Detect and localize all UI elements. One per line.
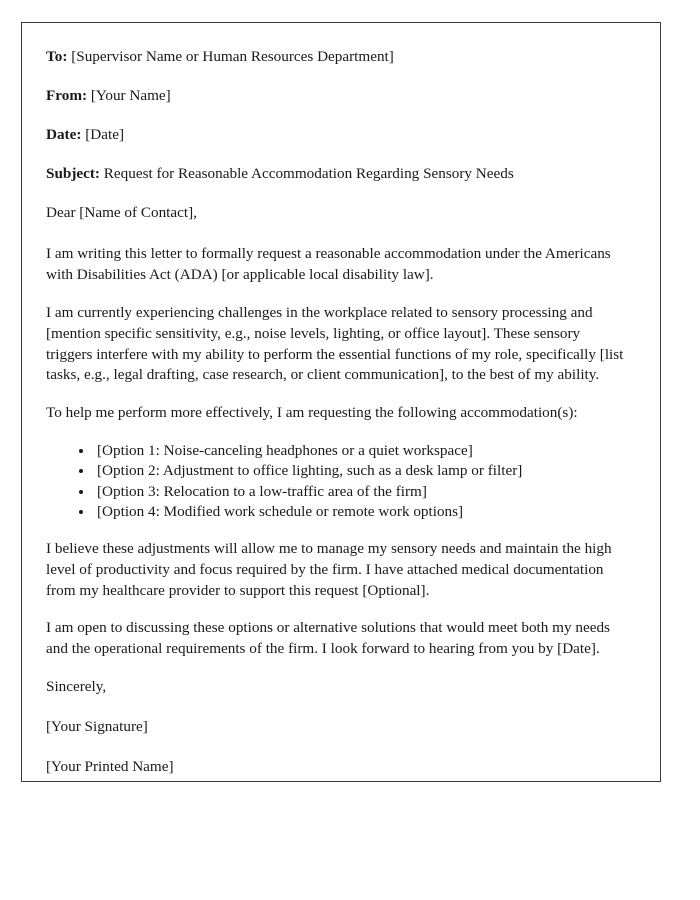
field-to-value: [Supervisor Name or Human Resources Department]	[71, 48, 394, 65]
field-to-label: To:	[46, 48, 68, 65]
field-from-value: [Your Name]	[90, 87, 171, 105]
paragraph-discussion: I am open to discussing these options or alternative solutions that would meet both my needs and the operational requirements of the firm. I look forward to hearing from you by [Date].	[46, 619, 610, 658]
accommodation-options-list	[46, 441, 629, 522]
paragraph-challenges: I am currently experiencing challenges in the workplace related to sensory processing and [mention specific sensitivity, e.g., noise levels, lighting, or office layout]. These sensory triggers interfere with my ability to perform the essential functions of my role, specifically [list tasks, e.g., legal drafting, case research, or client communication], to the best of my ability.	[46, 303, 624, 384]
field-subject	[46, 164, 629, 184]
list-item: • [Option 2: Adjustment to office lighting, such as a desk lamp or filter]	[94, 461, 629, 481]
list-item: • [Option 3: Relocation to a low-traffic area of the firm]	[94, 482, 629, 502]
valediction: Sincerely,	[46, 678, 107, 696]
field-to	[46, 47, 629, 67]
printed-name-placeholder: [Your Printed Name]	[46, 758, 174, 776]
field-date	[46, 125, 629, 145]
list-item: • [Option 1: Noise-canceling headphones or a quiet workspace]	[94, 441, 629, 461]
paragraph-request-lead-in: To help me perform more effectively, I am requesting the following accommodation(s):	[46, 404, 578, 422]
salutation: Dear [Name of Contact],	[46, 204, 197, 222]
field-date-label: Date:	[46, 126, 82, 144]
field-date-value: [Date]	[85, 126, 125, 144]
field-from-label: From:	[46, 87, 88, 105]
field-from	[46, 86, 629, 106]
paragraph-intro: I am writing this letter to formally request a reasonable accommodation under the Americans with Disabilities Act (ADA) [or applicable local disability law].	[46, 245, 611, 284]
letter-body	[22, 23, 660, 777]
field-subject-label: Subject:	[46, 165, 100, 183]
signature-placeholder: [Your Signature]	[46, 718, 148, 736]
list-item: • [Option 4: Modified work schedule or remote work options]	[94, 502, 629, 522]
paragraph-benefits: I believe these adjustments will allow me to manage my sensory needs and maintain the high level of productivity and focus required by the firm. I have attached medical documentation from my healthcare provider to support this request [Optional].	[46, 539, 612, 599]
letter-page	[21, 22, 661, 782]
field-subject-value: Request for Reasonable Accommodation Regarding Sensory Needs	[103, 165, 514, 183]
